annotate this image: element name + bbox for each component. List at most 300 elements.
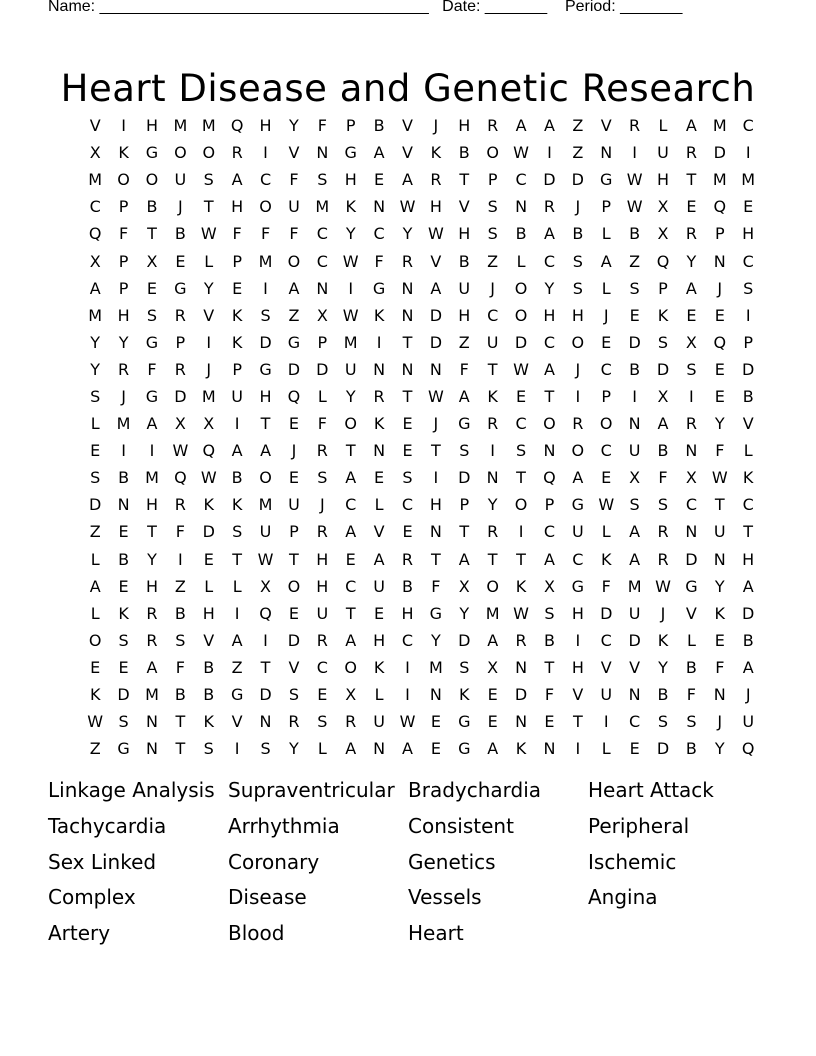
grid-cell[interactable]: J bbox=[717, 278, 723, 298]
grid-cell[interactable]: E bbox=[146, 278, 158, 298]
grid-cell[interactable]: I bbox=[575, 386, 581, 406]
grid-cell[interactable]: X bbox=[89, 251, 101, 271]
grid-cell[interactable]: S bbox=[288, 685, 299, 705]
grid-cell[interactable]: C bbox=[401, 495, 414, 515]
grid-cell[interactable]: N bbox=[486, 468, 499, 488]
grid-cell[interactable]: E bbox=[487, 712, 498, 732]
grid-cell[interactable]: S bbox=[203, 739, 214, 759]
grid-cell[interactable]: U bbox=[373, 712, 385, 732]
grid-cell[interactable]: H bbox=[571, 657, 584, 677]
grid-cell[interactable]: R bbox=[515, 630, 527, 650]
grid-cell[interactable]: D bbox=[458, 630, 471, 650]
grid-cell[interactable]: S bbox=[686, 359, 697, 379]
grid-cell[interactable]: N bbox=[429, 685, 442, 705]
grid-cell[interactable]: H bbox=[117, 305, 130, 325]
grid-cell[interactable]: Z bbox=[487, 251, 499, 271]
grid-cell[interactable]: K bbox=[231, 495, 243, 515]
grid-cell[interactable]: E bbox=[743, 197, 754, 217]
grid-cell[interactable]: G bbox=[259, 359, 272, 379]
grid-cell[interactable]: S bbox=[629, 495, 640, 515]
grid-cell[interactable]: E bbox=[402, 522, 413, 542]
grid-cell[interactable]: L bbox=[601, 739, 611, 759]
grid-cell[interactable]: G bbox=[458, 414, 471, 434]
grid-cell[interactable]: P bbox=[175, 332, 186, 352]
grid-cell[interactable]: L bbox=[686, 630, 696, 650]
grid-cell[interactable]: T bbox=[260, 414, 271, 434]
grid-cell[interactable]: C bbox=[600, 630, 612, 650]
grid-cell[interactable]: W bbox=[399, 197, 416, 217]
grid-cell[interactable]: Q bbox=[259, 603, 272, 623]
grid-cell[interactable]: H bbox=[316, 549, 329, 569]
grid-cell[interactable]: X bbox=[685, 332, 697, 352]
grid-cell[interactable]: T bbox=[430, 441, 441, 461]
grid-cell[interactable]: S bbox=[743, 278, 754, 298]
grid-cell[interactable]: S bbox=[459, 657, 470, 677]
grid-cell[interactable]: E bbox=[686, 197, 697, 217]
grid-cell[interactable]: M bbox=[627, 576, 642, 596]
grid-cell[interactable]: U bbox=[316, 603, 329, 623]
grid-cell[interactable]: P bbox=[317, 332, 328, 352]
grid-cell[interactable]: K bbox=[430, 143, 442, 163]
grid-cell[interactable]: B bbox=[572, 224, 584, 244]
grid-cell[interactable]: M bbox=[315, 197, 330, 217]
grid-cell[interactable]: O bbox=[486, 576, 499, 596]
grid-cell[interactable]: E bbox=[487, 685, 498, 705]
grid-cell[interactable]: H bbox=[259, 386, 272, 406]
grid-cell[interactable]: I bbox=[689, 386, 694, 406]
grid-cell[interactable]: Y bbox=[714, 576, 725, 596]
grid-cell[interactable]: Y bbox=[118, 332, 129, 352]
grid-cell[interactable]: I bbox=[490, 441, 496, 461]
grid-cell[interactable]: V bbox=[629, 657, 641, 677]
grid-cell[interactable]: K bbox=[714, 603, 726, 623]
grid-cell[interactable]: H bbox=[429, 197, 442, 217]
grid-cell[interactable]: J bbox=[433, 414, 439, 434]
grid-cell[interactable]: F bbox=[175, 522, 185, 542]
grid-cell[interactable]: W bbox=[513, 359, 529, 379]
grid-cell[interactable]: T bbox=[487, 359, 498, 379]
grid-cell[interactable]: V bbox=[373, 522, 385, 542]
grid-cell[interactable]: X bbox=[543, 576, 555, 596]
grid-cell[interactable]: C bbox=[259, 170, 272, 190]
grid-cell[interactable]: M bbox=[201, 116, 216, 136]
grid-cell[interactable]: L bbox=[204, 576, 214, 596]
grid-cell[interactable]: Y bbox=[544, 278, 555, 298]
grid-cell[interactable]: F bbox=[317, 414, 327, 434]
grid-cell[interactable]: X bbox=[685, 468, 697, 488]
grid-cell[interactable]: M bbox=[201, 386, 216, 406]
grid-cell[interactable]: B bbox=[203, 657, 215, 677]
grid-cell[interactable]: S bbox=[118, 712, 129, 732]
period-field[interactable]: _______ bbox=[620, 0, 683, 15]
grid-cell[interactable]: F bbox=[289, 224, 299, 244]
grid-cell[interactable]: H bbox=[231, 197, 244, 217]
grid-cell[interactable]: T bbox=[175, 712, 186, 732]
grid-cell[interactable]: M bbox=[173, 116, 188, 136]
grid-cell[interactable]: M bbox=[343, 332, 358, 352]
grid-cell[interactable]: S bbox=[260, 305, 271, 325]
grid-cell[interactable]: R bbox=[401, 549, 414, 569]
grid-cell[interactable]: K bbox=[118, 143, 129, 163]
grid-cell[interactable]: E bbox=[629, 305, 640, 325]
grid-cell[interactable]: W bbox=[626, 170, 643, 190]
grid-cell[interactable]: J bbox=[575, 359, 581, 379]
grid-cell[interactable]: F bbox=[260, 224, 271, 244]
grid-cell[interactable]: R bbox=[401, 251, 414, 271]
grid-cell[interactable]: A bbox=[487, 739, 499, 759]
grid-cell[interactable]: F bbox=[317, 116, 327, 136]
grid-cell[interactable]: P bbox=[232, 359, 242, 379]
grid-cell[interactable]: E bbox=[714, 386, 725, 406]
grid-cell[interactable]: K bbox=[373, 305, 385, 325]
grid-cell[interactable]: E bbox=[203, 549, 214, 569]
grid-cell[interactable]: K bbox=[515, 739, 527, 759]
grid-cell[interactable]: A bbox=[288, 278, 300, 298]
grid-cell[interactable]: H bbox=[458, 224, 471, 244]
grid-cell[interactable]: L bbox=[317, 386, 327, 406]
grid-cell[interactable]: R bbox=[487, 414, 499, 434]
grid-cell[interactable]: S bbox=[657, 332, 669, 352]
grid-cell[interactable]: W bbox=[200, 224, 217, 244]
grid-cell[interactable]: V bbox=[572, 685, 584, 705]
grid-cell[interactable]: O bbox=[88, 630, 102, 650]
grid-cell[interactable]: X bbox=[657, 224, 669, 244]
grid-cell[interactable]: A bbox=[458, 386, 470, 406]
grid-cell[interactable]: R bbox=[373, 386, 385, 406]
grid-cell[interactable]: A bbox=[487, 630, 499, 650]
grid-cell[interactable]: I bbox=[575, 630, 581, 650]
grid-cell[interactable]: K bbox=[515, 576, 527, 596]
grid-cell[interactable]: E bbox=[430, 712, 441, 732]
grid-cell[interactable]: A bbox=[543, 549, 555, 569]
grid-cell[interactable]: Z bbox=[174, 576, 186, 596]
grid-cell[interactable]: H bbox=[145, 576, 158, 596]
grid-cell[interactable]: Q bbox=[741, 739, 755, 759]
grid-cell[interactable]: B bbox=[373, 116, 385, 136]
grid-cell[interactable]: E bbox=[374, 468, 385, 488]
grid-cell[interactable]: W bbox=[598, 495, 615, 515]
grid-cell[interactable]: X bbox=[458, 576, 470, 596]
grid-cell[interactable]: K bbox=[657, 305, 669, 325]
grid-cell[interactable]: B bbox=[685, 739, 697, 759]
grid-cell[interactable]: D bbox=[713, 143, 726, 163]
grid-cell[interactable]: P bbox=[118, 251, 129, 271]
grid-cell[interactable]: W bbox=[655, 576, 671, 596]
grid-cell[interactable]: C bbox=[742, 495, 754, 515]
grid-cell[interactable]: S bbox=[657, 495, 669, 515]
grid-cell[interactable]: D bbox=[259, 332, 272, 352]
grid-cell[interactable]: N bbox=[713, 549, 726, 569]
grid-cell[interactable]: R bbox=[118, 359, 130, 379]
grid-cell[interactable]: E bbox=[90, 657, 101, 677]
grid-cell[interactable]: U bbox=[628, 603, 641, 623]
grid-cell[interactable]: S bbox=[487, 197, 498, 217]
grid-cell[interactable]: R bbox=[657, 522, 669, 542]
grid-cell[interactable]: A bbox=[629, 549, 641, 569]
grid-cell[interactable]: G bbox=[571, 495, 585, 515]
grid-cell[interactable]: N bbox=[429, 522, 442, 542]
grid-cell[interactable]: K bbox=[203, 495, 214, 515]
grid-cell[interactable]: A bbox=[430, 278, 442, 298]
grid-cell[interactable]: J bbox=[745, 685, 751, 705]
grid-cell[interactable]: Q bbox=[543, 468, 556, 488]
grid-cell[interactable]: Q bbox=[230, 116, 244, 136]
date-field[interactable]: _______ bbox=[484, 0, 548, 15]
grid-cell[interactable]: T bbox=[175, 739, 186, 759]
grid-cell[interactable]: N bbox=[685, 522, 698, 542]
grid-cell[interactable]: Y bbox=[714, 414, 725, 434]
grid-cell[interactable]: S bbox=[572, 251, 583, 271]
grid-cell[interactable]: C bbox=[345, 576, 357, 596]
grid-cell[interactable]: E bbox=[544, 712, 555, 732]
grid-cell[interactable]: B bbox=[231, 468, 243, 488]
grid-cell[interactable]: I bbox=[263, 278, 268, 298]
grid-cell[interactable]: B bbox=[657, 685, 669, 705]
grid-cell[interactable]: W bbox=[626, 197, 643, 217]
grid-cell[interactable]: W bbox=[427, 386, 444, 406]
grid-cell[interactable]: H bbox=[145, 116, 158, 136]
grid-cell[interactable]: K bbox=[345, 197, 356, 217]
grid-cell[interactable]: I bbox=[178, 549, 183, 569]
grid-cell[interactable]: V bbox=[458, 197, 470, 217]
grid-cell[interactable]: X bbox=[174, 414, 186, 434]
grid-cell[interactable]: S bbox=[657, 712, 669, 732]
grid-cell[interactable]: C bbox=[600, 441, 612, 461]
grid-cell[interactable]: N bbox=[401, 278, 414, 298]
grid-cell[interactable]: A bbox=[600, 251, 612, 271]
grid-cell[interactable]: H bbox=[259, 116, 272, 136]
grid-cell[interactable]: D bbox=[174, 386, 187, 406]
grid-cell[interactable]: E bbox=[629, 739, 640, 759]
grid-cell[interactable]: I bbox=[745, 143, 751, 163]
grid-cell[interactable]: K bbox=[742, 468, 754, 488]
grid-cell[interactable]: I bbox=[376, 332, 382, 352]
grid-cell[interactable]: P bbox=[601, 197, 612, 217]
grid-cell[interactable]: W bbox=[257, 549, 274, 569]
grid-cell[interactable]: F bbox=[232, 224, 242, 244]
grid-cell[interactable]: Z bbox=[572, 143, 584, 163]
grid-cell[interactable]: P bbox=[544, 495, 555, 515]
grid-cell[interactable]: I bbox=[405, 657, 410, 677]
grid-cell[interactable]: T bbox=[430, 549, 441, 569]
grid-cell[interactable]: E bbox=[374, 603, 385, 623]
grid-cell[interactable]: U bbox=[713, 522, 726, 542]
grid-cell[interactable]: R bbox=[231, 143, 243, 163]
grid-cell[interactable]: F bbox=[601, 576, 611, 596]
grid-cell[interactable]: S bbox=[515, 441, 527, 461]
grid-cell[interactable]: H bbox=[429, 495, 442, 515]
grid-cell[interactable]: Y bbox=[90, 359, 101, 379]
grid-cell[interactable]: T bbox=[714, 495, 725, 515]
grid-cell[interactable]: V bbox=[430, 251, 442, 271]
grid-cell[interactable]: P bbox=[658, 278, 668, 298]
grid-cell[interactable]: E bbox=[118, 522, 129, 542]
grid-cell[interactable]: I bbox=[149, 441, 155, 461]
grid-cell[interactable]: N bbox=[515, 657, 528, 677]
grid-cell[interactable]: G bbox=[230, 685, 244, 705]
grid-cell[interactable]: D bbox=[287, 359, 301, 379]
grid-cell[interactable]: M bbox=[258, 251, 273, 271]
grid-cell[interactable]: K bbox=[657, 630, 669, 650]
grid-cell[interactable]: W bbox=[513, 603, 529, 623]
grid-cell[interactable]: A bbox=[742, 576, 754, 596]
grid-cell[interactable]: V bbox=[288, 657, 300, 677]
grid-cell[interactable]: N bbox=[628, 685, 641, 705]
grid-cell[interactable]: L bbox=[232, 576, 242, 596]
grid-cell[interactable]: A bbox=[260, 441, 272, 461]
grid-cell[interactable]: R bbox=[543, 197, 555, 217]
grid-cell[interactable]: N bbox=[685, 441, 698, 461]
grid-cell[interactable]: G bbox=[458, 739, 471, 759]
grid-cell[interactable]: F bbox=[175, 657, 185, 677]
grid-cell[interactable]: I bbox=[348, 278, 354, 298]
grid-cell[interactable]: G bbox=[458, 712, 471, 732]
grid-cell[interactable]: C bbox=[316, 657, 328, 677]
grid-cell[interactable]: D bbox=[458, 468, 471, 488]
grid-cell[interactable]: E bbox=[430, 739, 441, 759]
grid-cell[interactable]: O bbox=[486, 143, 499, 163]
grid-cell[interactable]: W bbox=[200, 468, 217, 488]
grid-cell[interactable]: M bbox=[485, 603, 500, 623]
grid-cell[interactable]: A bbox=[231, 630, 243, 650]
grid-cell[interactable]: A bbox=[402, 170, 413, 190]
name-field[interactable]: _____________________________________ bbox=[99, 0, 429, 15]
grid-cell[interactable]: C bbox=[543, 522, 556, 542]
grid-cell[interactable]: A bbox=[345, 739, 357, 759]
grid-cell[interactable]: B bbox=[118, 468, 130, 488]
grid-cell[interactable]: B bbox=[629, 359, 641, 379]
grid-cell[interactable]: E bbox=[374, 170, 385, 190]
grid-cell[interactable]: U bbox=[174, 170, 187, 190]
grid-cell[interactable]: D bbox=[543, 170, 556, 190]
grid-cell[interactable]: E bbox=[288, 603, 299, 623]
grid-cell[interactable]: H bbox=[742, 549, 755, 569]
grid-cell[interactable]: K bbox=[487, 386, 498, 406]
grid-cell[interactable]: P bbox=[601, 386, 612, 406]
grid-cell[interactable]: A bbox=[402, 739, 413, 759]
grid-cell[interactable]: T bbox=[147, 224, 157, 244]
grid-cell[interactable]: K bbox=[459, 685, 470, 705]
grid-cell[interactable]: L bbox=[374, 685, 384, 705]
grid-cell[interactable]: M bbox=[428, 657, 443, 677]
grid-cell[interactable]: D bbox=[287, 630, 301, 650]
grid-cell[interactable]: H bbox=[571, 305, 584, 325]
grid-cell[interactable]: T bbox=[345, 441, 356, 461]
grid-cell[interactable]: B bbox=[458, 251, 470, 271]
grid-cell[interactable]: C bbox=[742, 251, 754, 271]
grid-cell[interactable]: E bbox=[601, 332, 612, 352]
grid-cell[interactable]: O bbox=[287, 251, 301, 271]
grid-cell[interactable]: S bbox=[232, 522, 243, 542]
grid-cell[interactable]: Y bbox=[487, 495, 498, 515]
grid-cell[interactable]: E bbox=[288, 414, 299, 434]
grid-cell[interactable]: F bbox=[715, 441, 725, 461]
grid-cell[interactable]: Q bbox=[656, 251, 670, 271]
grid-cell[interactable]: N bbox=[316, 143, 329, 163]
grid-cell[interactable]: Y bbox=[147, 549, 157, 569]
grid-cell[interactable]: X bbox=[657, 386, 669, 406]
grid-cell[interactable]: N bbox=[543, 441, 556, 461]
grid-cell[interactable]: B bbox=[742, 630, 754, 650]
grid-cell[interactable]: A bbox=[373, 143, 385, 163]
grid-cell[interactable]: K bbox=[203, 712, 214, 732]
grid-cell[interactable]: X bbox=[629, 468, 641, 488]
grid-cell[interactable]: B bbox=[174, 685, 186, 705]
grid-cell[interactable]: T bbox=[402, 332, 413, 352]
grid-cell[interactable]: S bbox=[317, 468, 328, 488]
grid-cell[interactable]: L bbox=[90, 549, 100, 569]
grid-cell[interactable]: I bbox=[121, 116, 126, 136]
grid-cell[interactable]: C bbox=[629, 712, 641, 732]
grid-cell[interactable]: F bbox=[715, 657, 725, 677]
grid-cell[interactable]: X bbox=[316, 305, 328, 325]
grid-cell[interactable]: X bbox=[487, 657, 499, 677]
grid-cell[interactable]: Y bbox=[345, 224, 356, 244]
grid-cell[interactable]: C bbox=[373, 224, 385, 244]
grid-cell[interactable]: N bbox=[713, 251, 726, 271]
grid-cell[interactable]: R bbox=[430, 170, 442, 190]
grid-cell[interactable]: J bbox=[575, 197, 581, 217]
grid-cell[interactable]: P bbox=[487, 170, 498, 190]
grid-cell[interactable]: H bbox=[543, 305, 556, 325]
grid-cell[interactable]: E bbox=[402, 441, 413, 461]
grid-cell[interactable]: F bbox=[431, 576, 441, 596]
grid-cell[interactable]: P bbox=[118, 278, 129, 298]
grid-cell[interactable]: D bbox=[117, 685, 130, 705]
grid-cell[interactable]: M bbox=[116, 414, 131, 434]
grid-cell[interactable]: G bbox=[145, 332, 159, 352]
grid-cell[interactable]: F bbox=[374, 251, 384, 271]
grid-cell[interactable]: I bbox=[632, 143, 637, 163]
grid-cell[interactable]: E bbox=[402, 414, 413, 434]
grid-cell[interactable]: A bbox=[629, 522, 641, 542]
grid-cell[interactable]: Z bbox=[458, 332, 470, 352]
grid-cell[interactable]: U bbox=[742, 712, 755, 732]
grid-cell[interactable]: N bbox=[316, 278, 329, 298]
grid-cell[interactable]: A bbox=[543, 359, 555, 379]
grid-cell[interactable]: D bbox=[316, 359, 329, 379]
grid-cell[interactable]: E bbox=[90, 441, 101, 461]
grid-cell[interactable]: U bbox=[486, 332, 499, 352]
grid-cell[interactable]: S bbox=[402, 468, 413, 488]
grid-cell[interactable]: I bbox=[603, 712, 609, 732]
grid-cell[interactable]: K bbox=[89, 685, 101, 705]
grid-cell[interactable]: H bbox=[344, 170, 357, 190]
grid-cell[interactable]: E bbox=[317, 685, 328, 705]
grid-cell[interactable]: J bbox=[717, 712, 723, 732]
grid-cell[interactable]: R bbox=[146, 630, 158, 650]
grid-cell[interactable]: S bbox=[260, 739, 271, 759]
grid-cell[interactable]: B bbox=[146, 197, 158, 217]
grid-cell[interactable]: V bbox=[600, 657, 612, 677]
grid-cell[interactable]: L bbox=[317, 739, 327, 759]
grid-cell[interactable]: X bbox=[146, 251, 158, 271]
grid-cell[interactable]: N bbox=[401, 305, 414, 325]
grid-cell[interactable]: D bbox=[259, 685, 272, 705]
grid-cell[interactable]: O bbox=[571, 441, 585, 461]
grid-cell[interactable]: D bbox=[514, 332, 528, 352]
grid-cell[interactable]: H bbox=[145, 495, 158, 515]
grid-cell[interactable]: O bbox=[514, 495, 528, 515]
grid-cell[interactable]: C bbox=[345, 495, 357, 515]
grid-cell[interactable]: W bbox=[427, 224, 444, 244]
grid-cell[interactable]: Z bbox=[572, 116, 584, 136]
grid-cell[interactable]: W bbox=[513, 143, 529, 163]
grid-cell[interactable]: G bbox=[571, 576, 585, 596]
grid-cell[interactable]: U bbox=[600, 685, 613, 705]
grid-cell[interactable]: A bbox=[231, 170, 243, 190]
grid-cell[interactable]: V bbox=[231, 712, 243, 732]
